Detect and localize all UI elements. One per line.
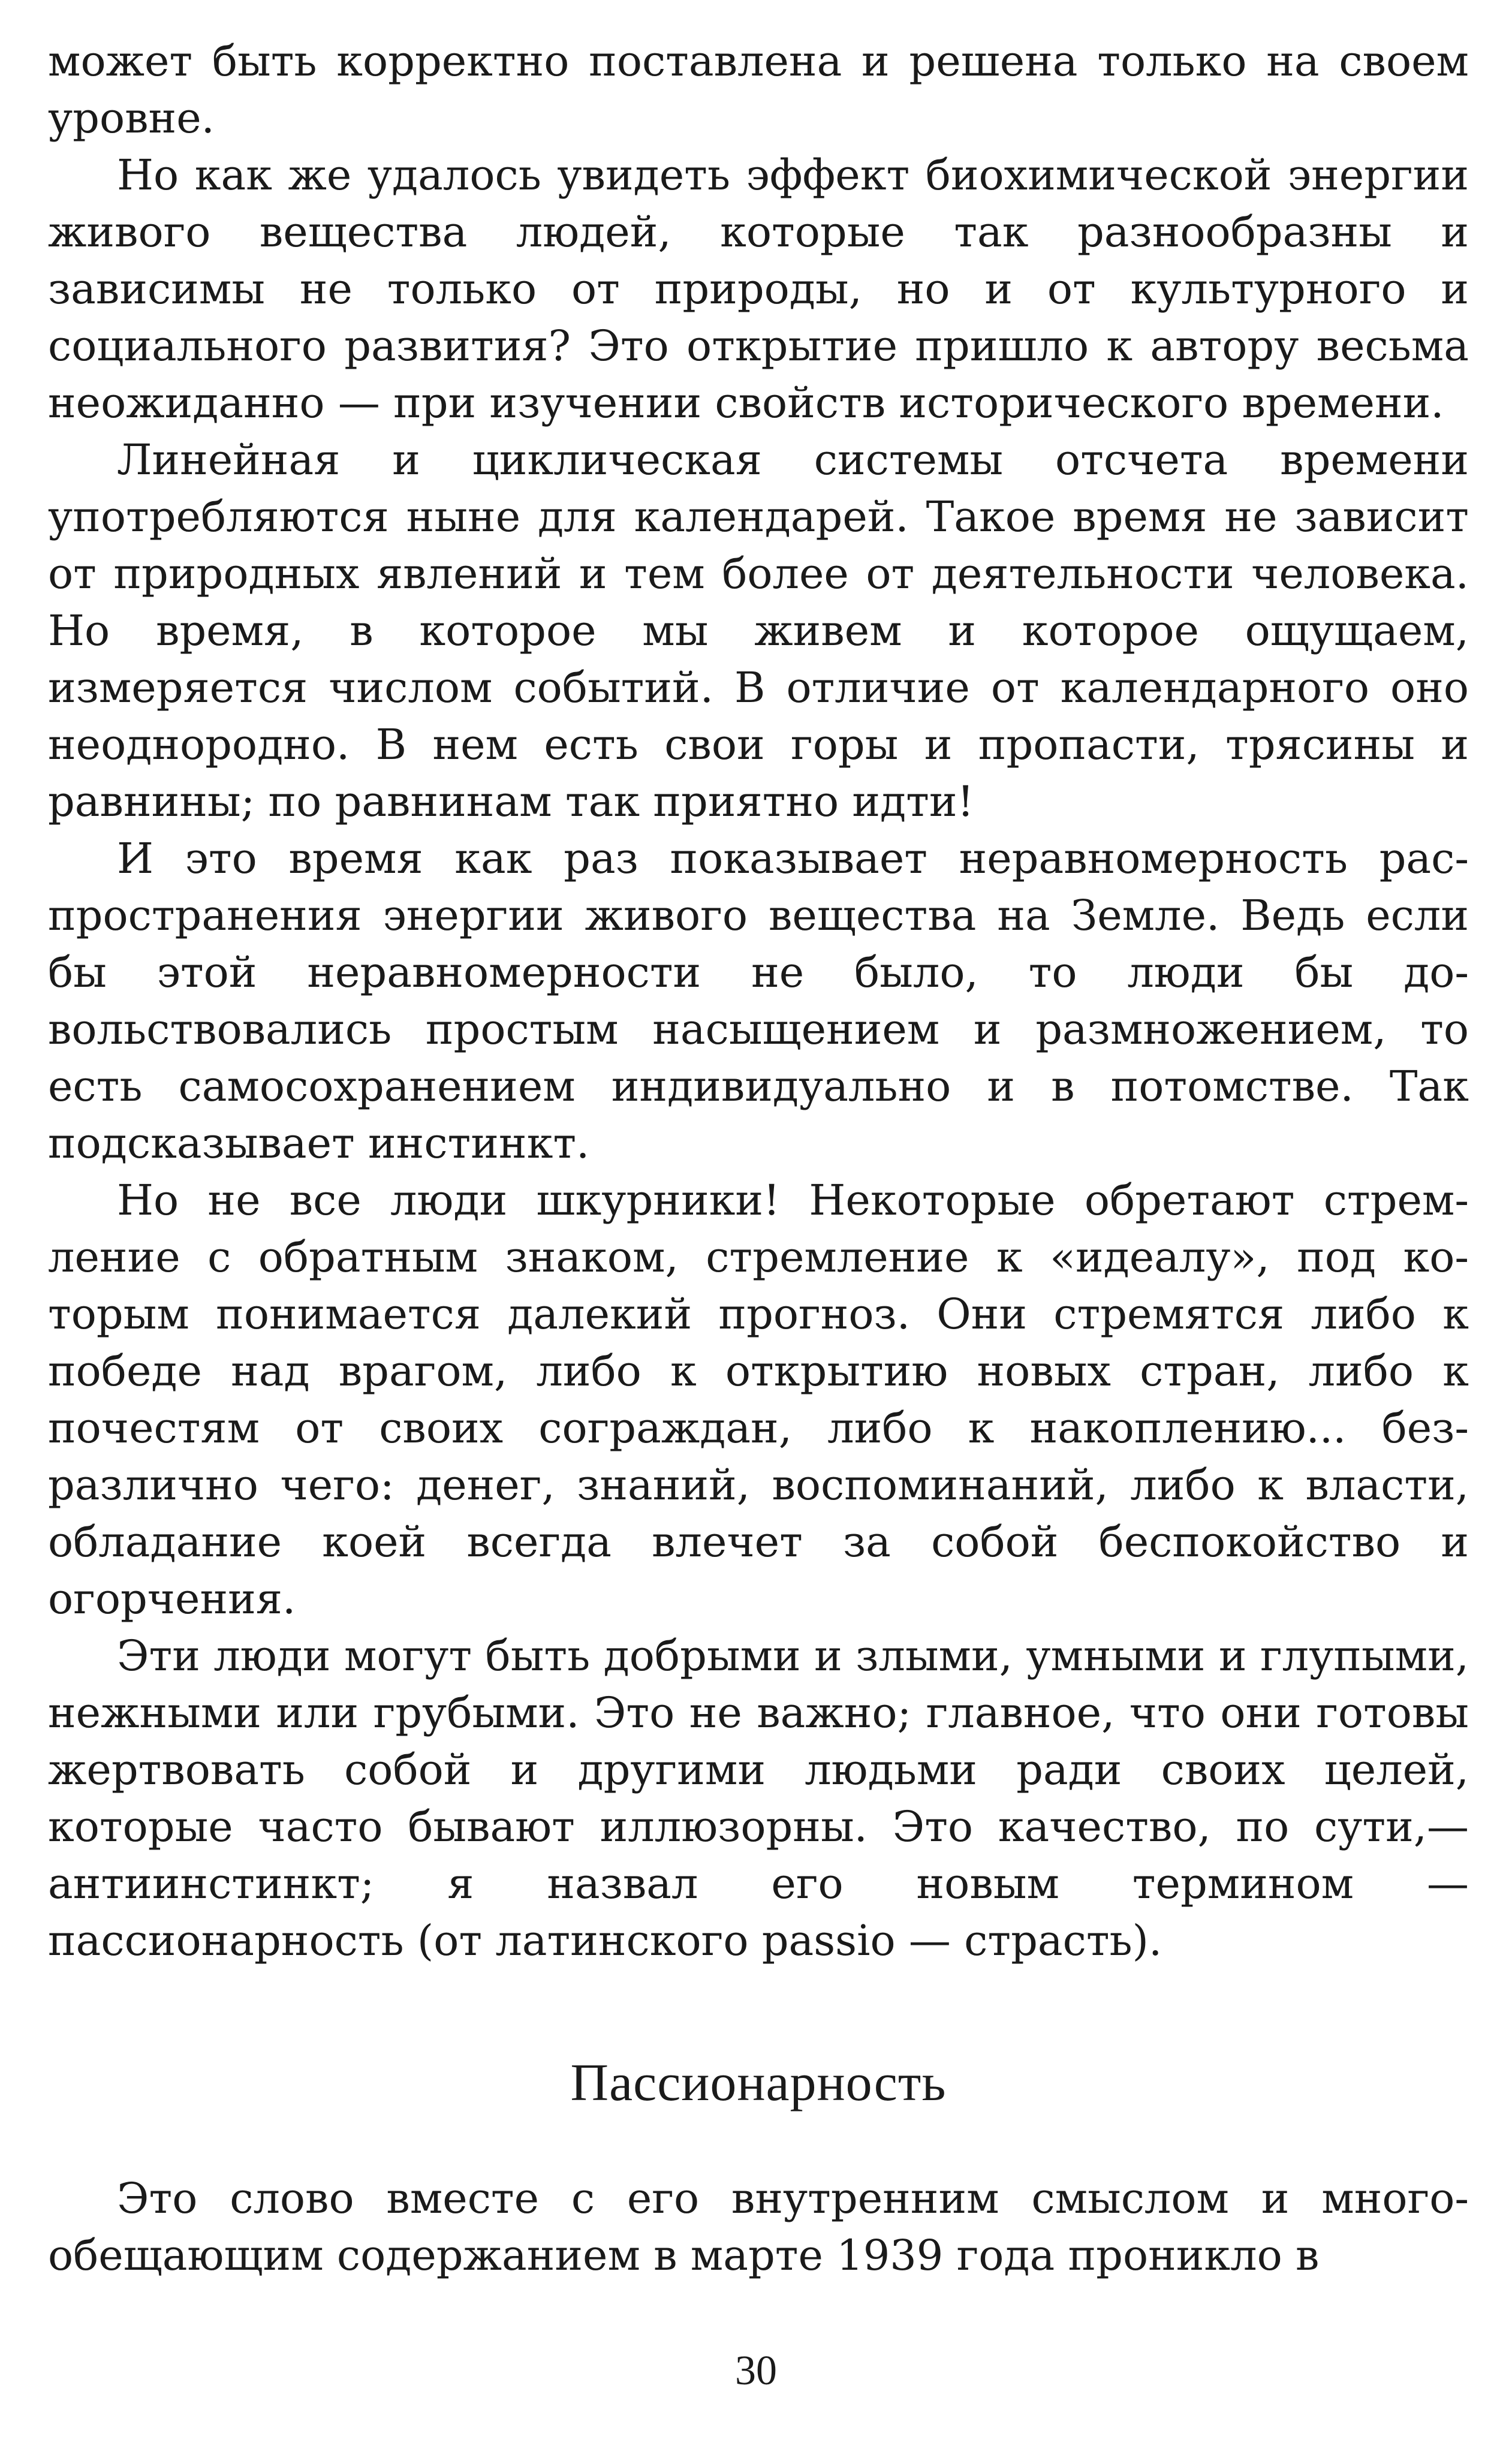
section-heading: Пассионарность	[570, 2054, 947, 2112]
paragraph-7: Это слово вместе с его внутренним смыслом и многообещающим содержанием в марте 1939 года проникло в	[48, 2174, 1469, 2280]
paragraph-2: Но как же удалось увидеть эффект биохимической энергии живого вещества людей, которые так разнообразны и зависимы не только от природы, но и от культурного и социального развития? Это открытие пришло к автору весьма неожиданно — при изучении свойств исторического времени.	[48, 150, 1469, 427]
paragraph-4: И это время как раз показывает неравномерность распространения энергии живого вещества на Земле. Ведь если бы этой неравномерности не было, то люди бы довольствовались простым насыщением и размножением, то есть самосохранением индивидуально и в потомстве. Так подсказывает инстинкт.	[48, 834, 1469, 1168]
book-page	[48, 33, 1469, 2284]
paragraph-1: может быть корректно поставлена и решена только на своем уровне.	[48, 37, 1469, 143]
paragraph-3: Линейная и циклическая системы отсчета времени употребляются ныне для календарей. Такое время не зависит от природных явлений и тем более от деятельности человека. Но время, в которое мы живем и которое ощущаем, измеряется числом событий. В отличие от календарного оно неоднородно. В нем есть свои горы и пропасти, трясины и равнины; по равнинам так приятно идти!	[48, 435, 1469, 826]
paragraph-5: Но не все люди шкурники! Некоторые обретают стремление с обратным знаком, стремление к «идеалу», под которым понимается далекий прогноз. Они стремятся либо к победе над врагом, либо к открытию новых стран, либо к почестям от своих сограждан, либо к накоплению... безразлично чего: денег, знаний, воспоминаний, либо к власти, обладание коей всегда влечет за собой беспокойство и огорчения.	[48, 1176, 1469, 1623]
page-number: 30	[735, 2348, 777, 2394]
paragraph-6: Эти люди могут быть добрыми и злыми, умными и глупыми, нежными или грубыми. Это не важно; главное, что они готовы жертвовать собой и другими людьми ради своих целей, которые часто бывают иллюзорны. Это качество, по сути,— антиинстинкт; я назвал его новым термином — пассионарность (от латинского passio — страсть).	[48, 1631, 1469, 1965]
